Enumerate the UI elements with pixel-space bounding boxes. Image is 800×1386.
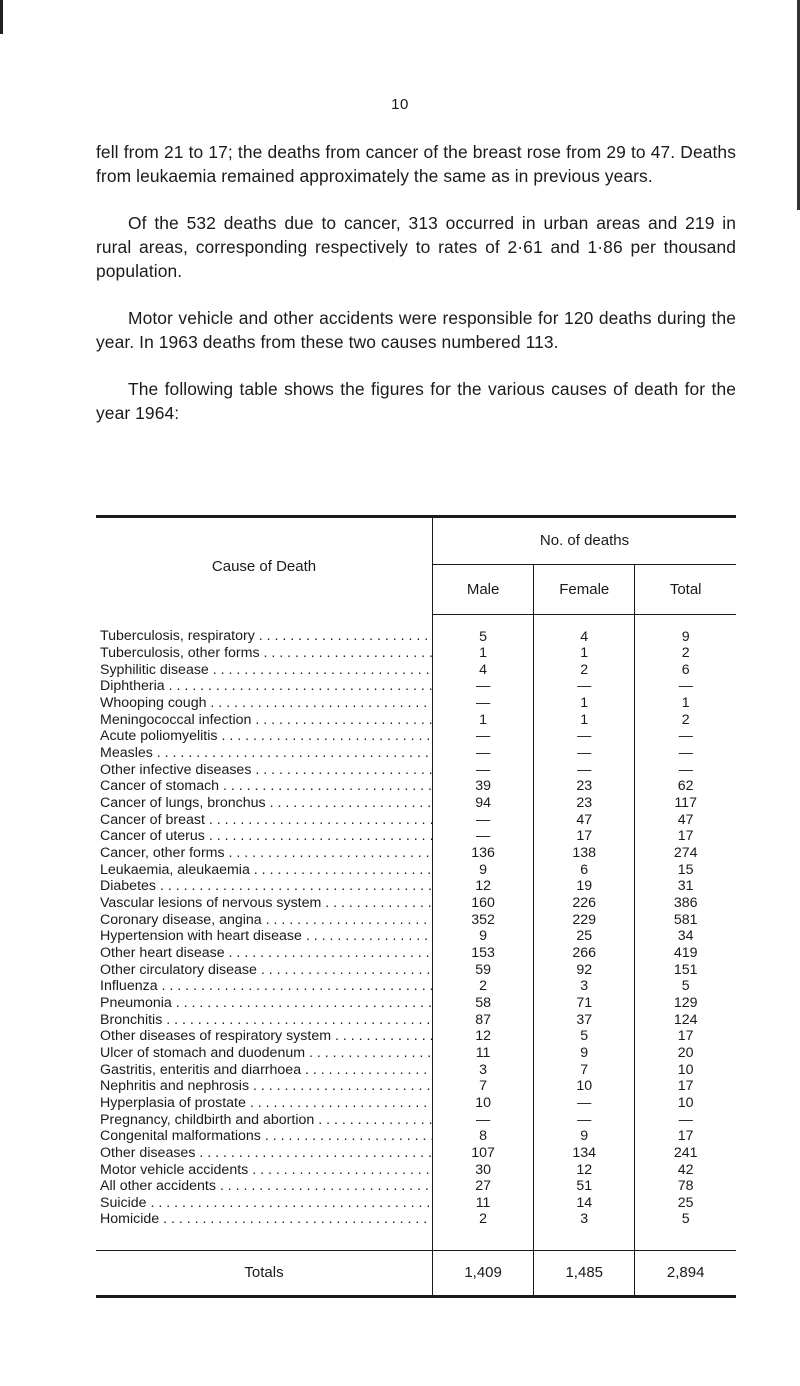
deaths-table [96,518,736,1295]
female-cell: — [534,745,635,762]
male-cell: 136 [433,845,534,862]
table-row [96,928,736,945]
female-cell: 1 [534,695,635,712]
cause-cell [96,1028,433,1045]
male-cell: 4 [433,662,534,679]
male-cell: 2 [433,978,534,995]
paragraph-table-intro: The following table shows the figures for the various causes of death for the year 1964: [96,379,736,423]
female-cell: 229 [534,912,635,929]
total-cell: 78 [677,1178,694,1195]
female-cell: — [534,678,635,695]
female-cell: 2 [534,662,635,679]
totals-male: 1,409 [433,1251,534,1296]
cause-label: Hyperplasia of prostate . . . [100,1095,432,1112]
cause-label: Congenital malformations . . . [100,1128,432,1145]
header-total: Total [635,564,736,614]
cause-label: Acute poliomyelitis . . . [100,728,432,745]
total-cell: — [678,728,693,745]
total-cell: 34 [677,928,694,945]
female-cell: 226 [534,895,635,912]
male-cell: — [433,745,534,762]
male-cell: 7 [433,1078,534,1095]
female-cell: — [534,1112,635,1129]
female-cell: 3 [534,1211,635,1228]
table-row [96,962,736,979]
cause-cell [96,928,433,945]
cause-cell [96,614,433,645]
cause-label: Nephritis and nephrosis . . . [100,1078,432,1095]
total-cell: — [678,678,693,695]
table-row [96,795,736,812]
cause-cell [96,895,433,912]
male-cell: 12 [433,878,534,895]
page-number: 10 [391,96,409,113]
cause-cell [96,678,433,695]
total-cell: — [678,745,693,762]
table-row [96,1128,736,1145]
female-cell: 92 [534,962,635,979]
paragraph-cancer-urban-rural: Of the 532 deaths due to cancer, 313 occurred in urban areas and 219 in rural areas, corresponding respectively to rates of 2·61 and 1·86 per thousand population. [96,213,736,281]
scan-edge-left [0,0,3,34]
male-cell: 1 [433,712,534,729]
total-cell: 62 [677,778,694,795]
female-cell: 266 [534,945,635,962]
cause-label: Cancer of lungs, bronchus . . . [100,795,432,812]
cause-cell [96,1145,433,1162]
female-cell: 14 [534,1195,635,1212]
cause-label: Coronary disease, angina . . . [100,912,432,929]
cause-cell [96,745,433,762]
table-row [96,812,736,829]
cause-cell [96,862,433,879]
total-cell: 25 [677,1194,694,1211]
cause-cell [96,728,433,745]
table-row [96,1195,736,1212]
male-cell: 2 [433,1211,534,1228]
table-row [96,662,736,679]
male-cell: 3 [433,1062,534,1079]
male-cell: 27 [433,1178,534,1195]
cause-cell [96,1112,433,1129]
male-cell: 5 [433,614,534,645]
cause-label: Tuberculosis, respiratory . . . [100,628,432,645]
table-row [96,1095,736,1112]
female-cell: 5 [534,1028,635,1045]
total-cell: 151 [673,961,698,978]
table-row [96,895,736,912]
female-cell: 25 [534,928,635,945]
cause-cell [96,1162,433,1179]
female-cell: 23 [534,795,635,812]
table-body [96,614,736,1228]
male-cell: — [433,812,534,829]
female-cell: 6 [534,862,635,879]
total-cell: 1 [681,695,690,712]
table-bottom-rule [96,1295,736,1298]
table-row [96,762,736,779]
cause-label: Bronchitis . . . [100,1012,432,1029]
total-cell: 6 [681,661,690,678]
cause-cell [96,812,433,829]
cause-label: Homicide . . . [100,1211,432,1228]
cause-cell [96,662,433,679]
table-row [96,1112,736,1129]
cause-label: Other heart disease . . . [100,945,432,962]
cause-label: Cancer, other forms . . . [100,845,432,862]
table-row [96,1028,736,1045]
female-cell: 51 [534,1178,635,1195]
cause-label: Whooping cough . . . [100,695,432,712]
female-cell: 10 [534,1078,635,1095]
header-female: Female [534,564,635,614]
total-cell: 9 [681,628,690,645]
totals-total: 2,894 [635,1251,736,1296]
male-cell: — [433,762,534,779]
cause-cell [96,1012,433,1029]
table-row [96,945,736,962]
female-cell: 138 [534,845,635,862]
table-row [96,678,736,695]
table-row [96,1012,736,1029]
cause-cell [96,1178,433,1195]
male-cell: 8 [433,1128,534,1145]
totals-female: 1,485 [534,1251,635,1296]
total-cell: 20 [677,1044,694,1061]
female-cell: 4 [534,614,635,645]
cause-cell [96,995,433,1012]
cause-cell [96,845,433,862]
table-spacer-row [96,1228,736,1251]
female-cell: 71 [534,995,635,1012]
male-cell: 160 [433,895,534,912]
cause-cell [96,945,433,962]
total-cell: 2 [681,711,690,728]
cause-label: Tuberculosis, other forms . . . [100,645,432,662]
table-row [96,614,736,645]
cause-label: Diabetes . . . [100,878,432,895]
total-cell: 31 [677,878,694,895]
cause-label: All other accidents . . . [100,1178,432,1195]
cause-label: Gastritis, enteritis and diarrhoea . . . [100,1062,432,1079]
male-cell: 352 [433,912,534,929]
male-cell: 12 [433,1028,534,1045]
female-cell: 9 [534,1128,635,1145]
male-cell: 10 [433,1095,534,1112]
cause-label: Leukaemia, aleukaemia . . . [100,862,432,879]
female-cell: 7 [534,1062,635,1079]
total-cell: 2 [681,645,690,662]
male-cell: 1 [433,645,534,662]
cause-label: Motor vehicle accidents . . . [100,1162,432,1179]
total-cell: 581 [673,911,698,928]
total-cell: 17 [677,1028,694,1045]
cause-label: Suicide . . . [100,1195,432,1212]
table-row [96,912,736,929]
cause-label: Ulcer of stomach and duodenum . . . [100,1045,432,1062]
body-text [96,140,736,448]
header-no-of-deaths: No. of deaths [433,518,736,564]
total-cell: 47 [677,811,694,828]
total-cell: 117 [674,795,697,812]
table-row [96,745,736,762]
cause-cell [96,712,433,729]
cause-label: Other diseases . . . [100,1145,432,1162]
female-cell: 1 [534,645,635,662]
total-cell: 10 [677,1094,694,1111]
cause-cell [96,912,433,929]
cause-label: Cancer of stomach . . . [100,778,432,795]
cause-label: Cancer of uterus . . . [100,828,432,845]
total-cell: 17 [677,1128,694,1145]
cause-label: Cancer of breast . . . [100,812,432,829]
cause-cell [96,1078,433,1095]
male-cell: 107 [433,1145,534,1162]
cause-label: Measles . . . [100,745,432,762]
male-cell: — [433,728,534,745]
male-cell: 94 [433,795,534,812]
female-cell: 37 [534,1012,635,1029]
total-cell: 129 [673,994,698,1011]
causes-of-death-table [96,515,736,1298]
total-cell: — [678,1111,693,1128]
female-cell: 47 [534,812,635,829]
female-cell: 19 [534,878,635,895]
female-cell: — [534,728,635,745]
total-cell: 5 [681,978,690,995]
male-cell: 11 [433,1045,534,1062]
cause-label: Syphilitic disease . . . [100,662,432,679]
female-cell: 17 [534,828,635,845]
male-cell: 30 [433,1162,534,1179]
totals-label: Totals [96,1251,433,1296]
total-cell: 419 [673,944,698,961]
table-row [96,695,736,712]
cause-label: Other circulatory disease . . . [100,962,432,979]
cause-cell [96,962,433,979]
table-row [96,778,736,795]
cause-label: Diphtheria . . . [100,678,432,695]
total-cell: 5 [681,1211,690,1228]
cause-cell [96,762,433,779]
cause-label: Pneumonia . . . [100,995,432,1012]
header-male: Male [433,564,534,614]
male-cell: 11 [433,1195,534,1212]
totals-row [96,1251,736,1296]
cause-cell [96,1128,433,1145]
cause-cell [96,1195,433,1212]
table-row [96,978,736,995]
male-cell: 87 [433,1012,534,1029]
cause-cell [96,778,433,795]
cause-label: Other infective diseases . . . [100,762,432,779]
cause-cell [96,645,433,662]
female-cell: 1 [534,712,635,729]
table-row [96,1062,736,1079]
table-row [96,878,736,895]
female-cell: 3 [534,978,635,995]
paragraph-accidents: Motor vehicle and other accidents were responsible for 120 deaths during the year. In 1963 deaths from these two causes numbered 113. [96,308,736,352]
total-cell: — [678,761,693,778]
total-cell: 15 [677,861,694,878]
female-cell: — [534,1095,635,1112]
table-row [96,728,736,745]
table-row [96,1045,736,1062]
female-cell: 9 [534,1045,635,1062]
female-cell: 134 [534,1145,635,1162]
cause-cell [96,1045,433,1062]
paragraph-cancer-breast: fell from 21 to 17; the deaths from cancer of the breast rose from 29 to 47. Deaths from leukaemia remained approximately the same as in previous years. [96,142,736,186]
header-cause-of-death: Cause of Death [96,518,433,614]
total-cell: 17 [677,828,694,845]
cause-cell [96,978,433,995]
male-cell: — [433,1112,534,1129]
cause-cell [96,795,433,812]
total-cell: 274 [673,845,698,862]
table-row [96,845,736,862]
cause-cell [96,695,433,712]
female-cell: 23 [534,778,635,795]
cause-label: Hypertension with heart disease . . . [100,928,432,945]
table-row [96,828,736,845]
table-row [96,1178,736,1195]
male-cell: — [433,695,534,712]
cause-label: Meningococcal infection . . . [100,712,432,729]
cause-cell [96,878,433,895]
table-row [96,645,736,662]
male-cell: 39 [433,778,534,795]
male-cell: 58 [433,995,534,1012]
male-cell: 59 [433,962,534,979]
female-cell: 12 [534,1162,635,1179]
cause-cell [96,828,433,845]
cause-label: Other diseases of respiratory system . . . [100,1028,432,1045]
female-cell: — [534,762,635,779]
cause-label: Vascular lesions of nervous system . . . [100,895,432,912]
male-cell: 9 [433,862,534,879]
male-cell: 153 [433,945,534,962]
male-cell: — [433,678,534,695]
table-row [96,1162,736,1179]
table-row [96,995,736,1012]
table-row [96,1145,736,1162]
total-cell: 42 [677,1161,694,1178]
male-cell: 9 [433,928,534,945]
cause-cell [96,1062,433,1079]
cause-label: Influenza . . . [100,978,432,995]
total-cell: 124 [673,1011,698,1028]
cause-cell [96,1095,433,1112]
cause-cell [96,1211,433,1228]
cause-label: Pregnancy, childbirth and abortion . . . [100,1112,432,1129]
total-cell: 17 [677,1078,694,1095]
total-cell: 386 [673,895,698,911]
total-cell: 10 [677,1061,694,1078]
table-row [96,712,736,729]
table-row [96,1211,736,1228]
table-row [96,1078,736,1095]
male-cell: — [433,828,534,845]
table-row [96,862,736,879]
total-cell: 241 [673,1144,698,1161]
